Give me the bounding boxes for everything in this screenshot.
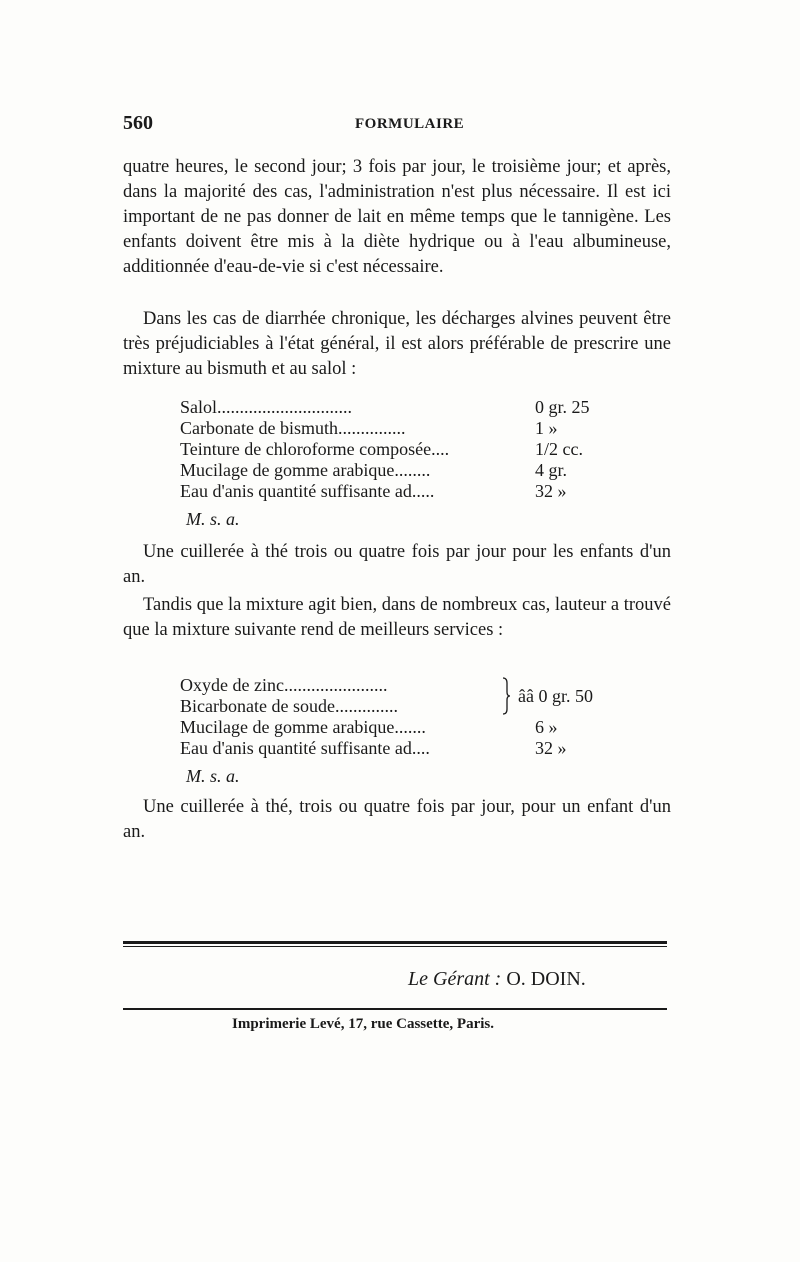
ingredient-name: Bicarbonate de soude..............: [180, 696, 398, 716]
prescription-zinc: [180, 675, 620, 787]
signa: M. s. a.: [186, 509, 240, 529]
ingredient-qty: 32 »: [535, 481, 567, 501]
ingredient-name: Mucilage de gomme arabique........: [180, 460, 431, 480]
prescription-row: [180, 418, 620, 439]
prescription-row: [180, 717, 620, 738]
ingredient-qty: 6 »: [535, 717, 558, 737]
prescription-row: [180, 481, 620, 502]
page-header: [123, 112, 671, 142]
ingredient-name: Teinture de chloroforme composée....: [180, 439, 450, 459]
ingredient-name: Eau d'anis quantité suffisante ad.....: [180, 481, 435, 501]
combined-qty: ââ 0 gr. 50: [518, 686, 593, 706]
paragraph-dosage-1: Une cuillerée à thé trois ou quatre fois par jour pour les enfants d'un an.: [123, 542, 671, 587]
ingredient-name: Eau d'anis quantité suffisante ad....: [180, 738, 430, 758]
manager-signature: [408, 968, 586, 991]
prescription-row: [180, 460, 620, 481]
prescription-row: [180, 439, 620, 460]
paragraph-continuation: quatre heures, le second jour; 3 fois par jour, le troisième jour; et après, dans la majorité des cas, l'administration n'est plus nécessaire. Il est ici important de ne pas donner de lait en même temps que le tannigène. Les enfants doivent être mis à la diète hydrique ou à l'eau albumineuse, additionnée d'eau-de-vie si c'est nécessaire.: [123, 157, 671, 277]
printer-imprint: Imprimerie Levé, 17, rue Cassette, Paris.: [232, 1016, 495, 1032]
curly-brace-icon: [502, 677, 510, 715]
running-title: FORMULAIRE: [355, 116, 465, 132]
ingredient-name: Salol..............................: [180, 397, 353, 417]
prescription-row: [180, 738, 620, 759]
prescription-row: [180, 397, 620, 418]
signature-name: O. DOIN.: [506, 968, 586, 990]
paragraph-chronic-diarrhea: Dans les cas de diarrhée chronique, les décharges alvines peuvent être très préjudiciables à l'état général, il est alors préférable de prescrire une mixture au bismuth et au salol :: [123, 309, 671, 379]
paragraph-dosage-2: Une cuillerée à thé, trois ou quatre fois par jour, pour un enfant d'un an.: [123, 797, 671, 842]
divider: [123, 1008, 667, 1010]
ingredient-qty: 32 »: [535, 738, 567, 758]
paragraph-second-mixture: Tandis que la mixture agit bien, dans de nombreux cas, lauteur a trouvé que la mixture suivante rend de meilleurs services :: [123, 595, 671, 640]
ingredient-qty: 0 gr. 25: [535, 397, 590, 417]
prescription-bismuth-salol: [180, 397, 620, 530]
page-number: 560: [123, 112, 153, 134]
divider: [123, 946, 667, 947]
signature-label: Le Gérant :: [408, 968, 502, 990]
ingredient-name: Mucilage de gomme arabique.......: [180, 717, 426, 737]
divider: [123, 941, 667, 944]
ingredient-qty: 1/2 cc.: [535, 439, 583, 459]
ingredient-name: Oxyde de zinc.......................: [180, 675, 388, 695]
signa: M. s. a.: [186, 766, 240, 786]
ingredient-qty: 4 gr.: [535, 460, 568, 480]
ingredient-qty: 1 »: [535, 418, 558, 438]
ingredient-name: Carbonate de bismuth...............: [180, 418, 406, 438]
